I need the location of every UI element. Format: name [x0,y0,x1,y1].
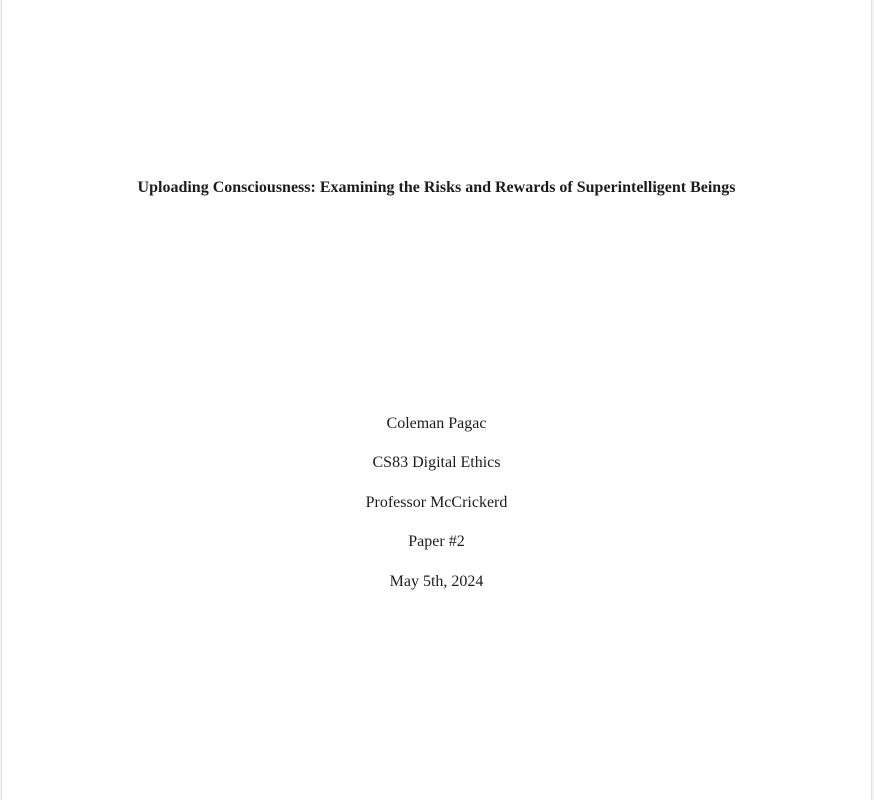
course-name: CS83 Digital Ethics [372,454,501,472]
assignment-label: Paper #2 [408,533,465,551]
document-page [1,0,872,800]
paper-title: Uploading Consciousness: Examining the Risks and Rewards of Superintelligent Beings [137,179,736,196]
author-name: Coleman Pagac [386,415,487,432]
submission-date: May 5th, 2024 [389,572,484,590]
professor-name: Professor McCrickerd [365,493,508,511]
title-page-info [2,413,871,610]
